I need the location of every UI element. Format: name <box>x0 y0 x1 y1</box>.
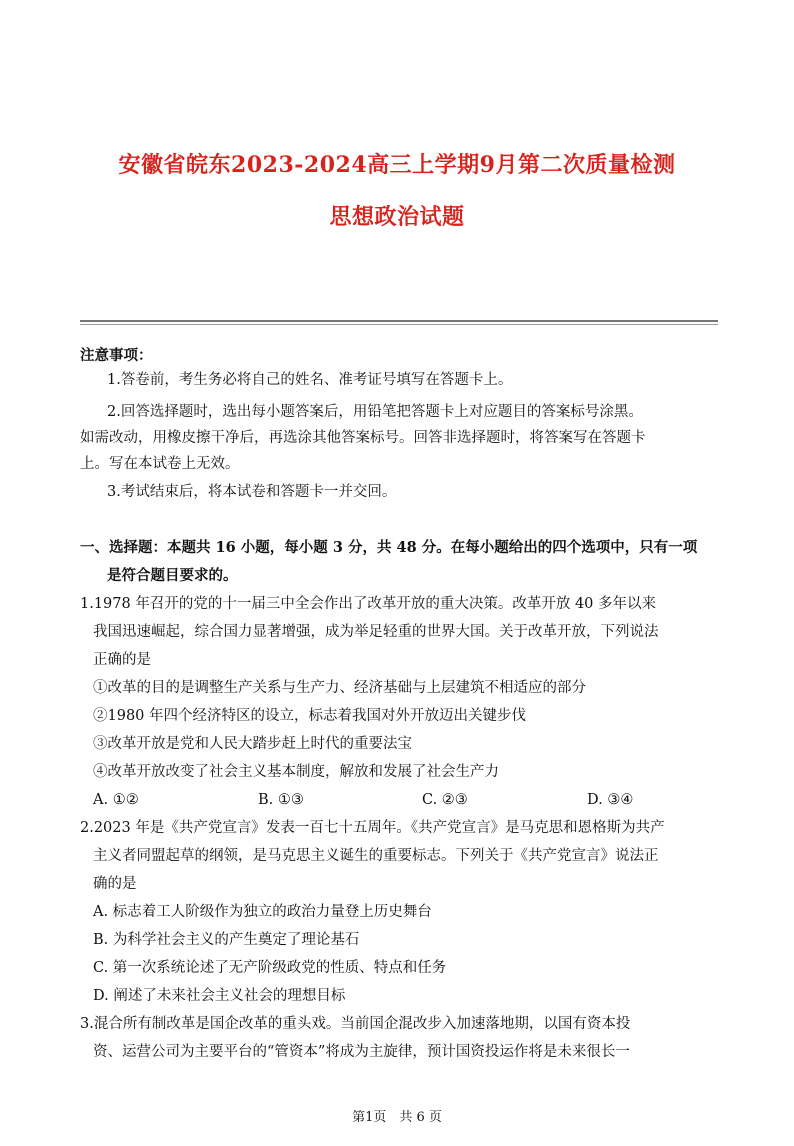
exam-subject-title: 思想政治试题 <box>329 204 465 230</box>
header-divider <box>80 320 718 322</box>
q1-statement-4: ④改革开放改变了社会主义基本制度，解放和发展了社会生产力 <box>93 764 499 780</box>
section-1-heading-line-2: 是符合题目要求的。 <box>107 567 238 584</box>
q1-option-c: C. ②③ <box>422 792 468 808</box>
q2-option-a: A. 标志着工人阶级作为独立的政治力量登上历史舞台 <box>93 904 432 920</box>
q2-option-d: D. 阐述了未来社会主义社会的理想目标 <box>93 988 346 1004</box>
q1-statement-1: ①改革的目的是调整生产关系与生产力、经济基础与上层建筑不相适应的部分 <box>93 680 586 696</box>
notice-item-2-line-1: 2.回答选择题时，选出每小题答案后，用铅笔把答题卡上对应题目的答案标号涂黑。 <box>107 404 643 420</box>
q2-stem-line-2: 主义者同盟起草的纲领，是马克思主义诞生的重要标志。下列关于《共产党宣言》说法正 <box>93 848 659 864</box>
q2-stem-line-3: 确的是 <box>93 876 137 892</box>
section-1-heading-line-1: 一、选择题：本题共 16 小题，每小题 3 分，共 48 分。在每小题给出的四个选项中，只有一项 <box>80 539 698 556</box>
notice-item-3: 3.考试结束后，将本试卷和答题卡一并交回。 <box>107 484 397 500</box>
q3-stem-line-1: 3.混合所有制改革是国企改革的重头戏。当前国企混改步入加速落地期，以国有资本投 <box>80 1016 631 1032</box>
header-divider-thin <box>80 324 718 325</box>
q1-stem-line-2: 我国迅速崛起，综合国力显著增强，成为举足轻重的世界大国。关于改革开放，下列说法 <box>93 624 659 640</box>
notice-item-2-line-3: 上。写在本试卷上无效。 <box>80 456 240 472</box>
q1-option-d: D. ③④ <box>587 792 634 808</box>
q1-stem-line-3: 正确的是 <box>93 652 151 668</box>
q2-option-b: B. 为科学社会主义的产生奠定了理论基石 <box>93 932 360 948</box>
q3-stem-line-2: 资、运营公司为主要平台的“管资本”将成为主旋律，预计国资投运作将是未来很长一 <box>93 1044 630 1060</box>
q1-option-b: B. ①③ <box>258 792 304 808</box>
q1-statement-2: ②1980 年四个经济特区的设立，标志着我国对外开放迈出关键步伐 <box>93 708 527 724</box>
q2-option-c: C. 第一次系统论述了无产阶级政党的性质、特点和任务 <box>93 960 447 976</box>
notice-item-1: 1.答卷前，考生务必将自己的姓名、准考证号填写在答题卡上。 <box>107 372 513 388</box>
q1-stem-line-1: 1.1978 年召开的党的十一届三中全会作出了改革开放的重大决策。改革开放 40 多年以来 <box>80 596 657 612</box>
notice-item-2-line-2: 如需改动，用橡皮擦干净后，再选涂其他答案标号。回答非选择题时，将答案写在答题卡 <box>80 430 646 446</box>
notice-heading: 注意事项： <box>80 347 153 364</box>
page-number: 第1页 共 6 页 <box>352 1110 442 1125</box>
q2-stem-line-1: 2.2023 年是《共产党宣言》发表一百七十五周年。《共产党宣言》是马克思和恩格斯为共产 <box>80 820 665 836</box>
q1-statement-3: ③改革开放是党和人民大踏步赶上时代的重要法宝 <box>93 736 412 752</box>
exam-title: 安徽省皖东2023-2024高三上学期9月第二次质量检测 <box>118 152 676 178</box>
q1-option-a: A. ①② <box>93 792 139 808</box>
